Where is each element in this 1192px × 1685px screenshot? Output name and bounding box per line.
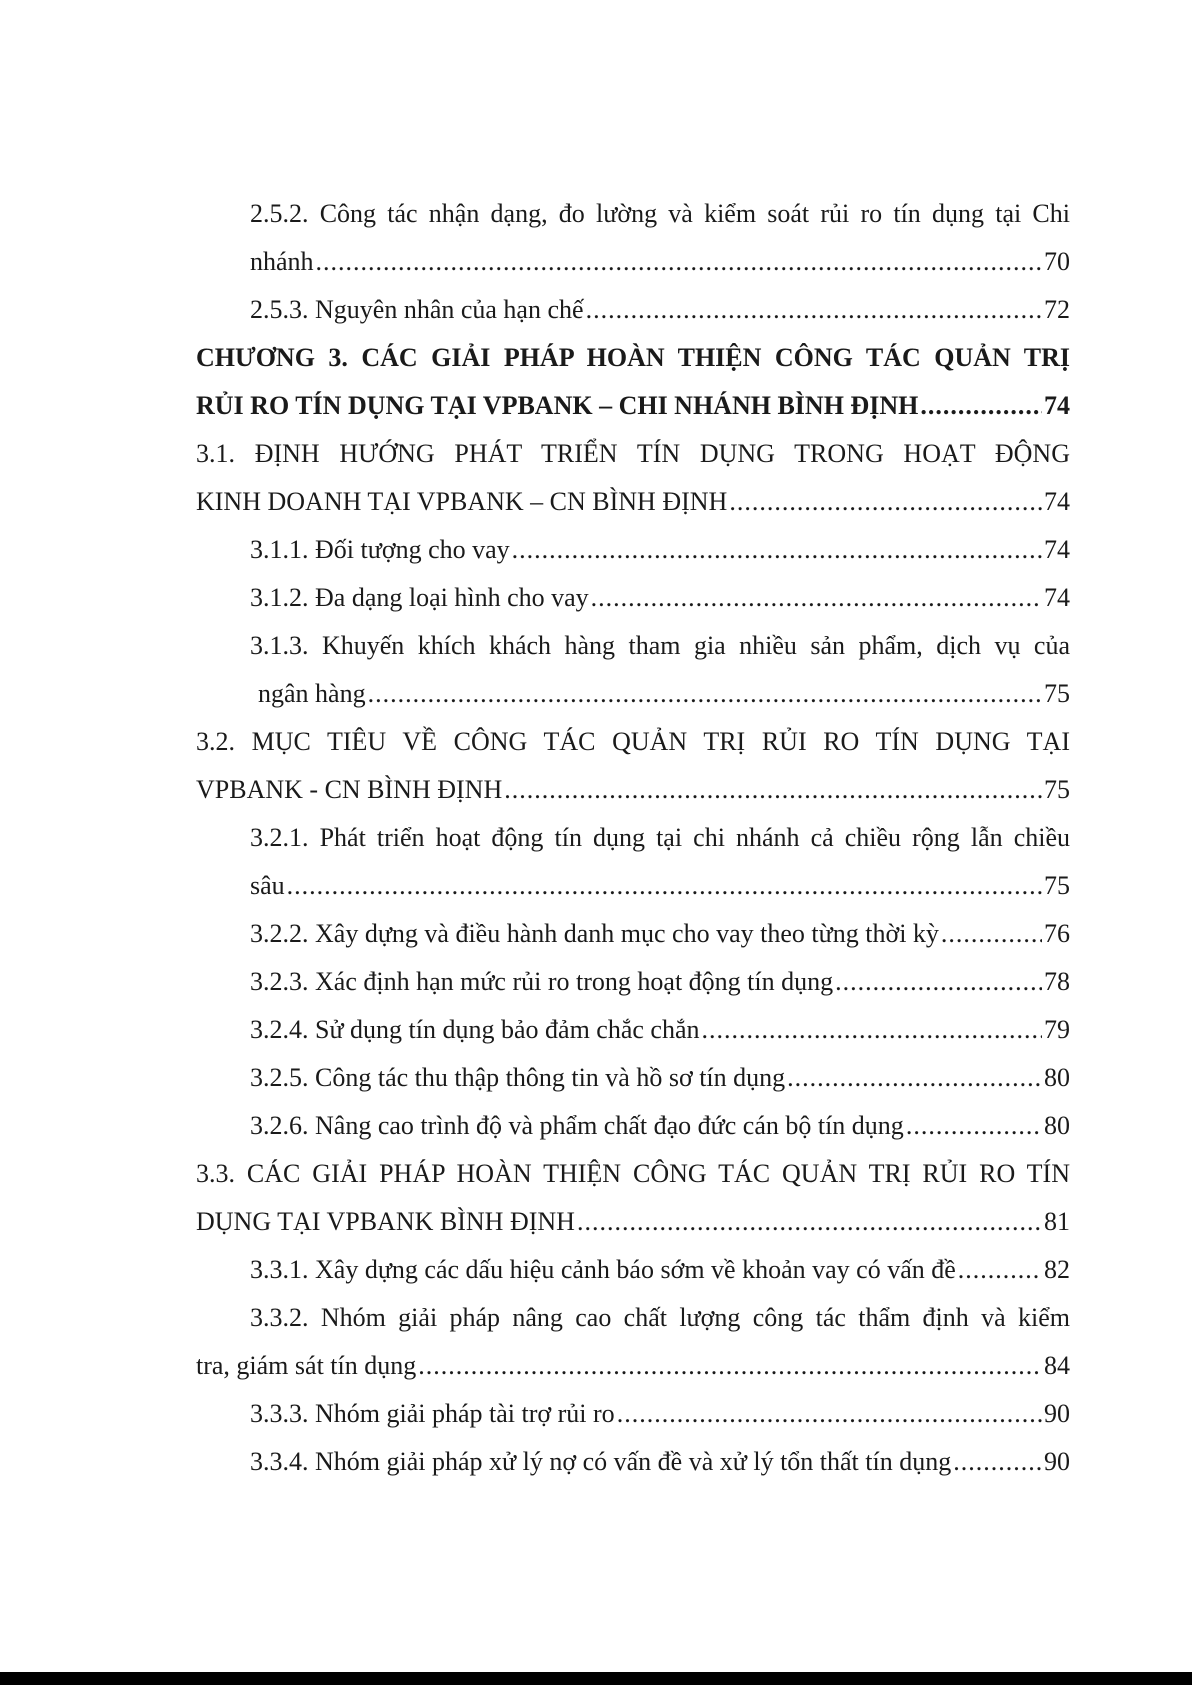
toc-entry xyxy=(196,718,1070,814)
toc-entry-title-line: 2.5.2. Công tác nhận dạng, đo lường và kiểm soát rủi ro tín dụng tại Chi xyxy=(250,199,1070,228)
toc-entry-title: RỦI RO TÍN DỤNG TẠI VPBANK – CHI NHÁNH BÌNH ĐỊNH xyxy=(196,391,919,420)
toc-leader-dots xyxy=(920,382,1042,430)
toc-entry-line xyxy=(250,862,1070,910)
toc-page-number: 80 xyxy=(1044,1111,1070,1140)
toc-entry-line xyxy=(250,910,1070,958)
toc-page-number: 90 xyxy=(1044,1447,1070,1476)
toc-entry-line xyxy=(250,958,1070,1006)
toc-page-number: 81 xyxy=(1044,1207,1070,1236)
toc-page-number: 82 xyxy=(1044,1255,1070,1284)
toc-leader-dots xyxy=(729,478,1042,526)
toc-leader-dots xyxy=(835,958,1042,1006)
toc-entry xyxy=(196,190,1070,286)
toc-entry-line xyxy=(250,1246,1070,1294)
toc-entry-line xyxy=(250,574,1070,622)
toc-leader-dots xyxy=(316,238,1042,286)
toc-entry-title-line: 3.1. ĐỊNH HƯỚNG PHÁT TRIỂN TÍN DỤNG TRONG HOẠT ĐỘNG xyxy=(196,439,1070,468)
toc-page-number: 72 xyxy=(1044,295,1070,324)
toc-page-number: 75 xyxy=(1044,775,1070,804)
toc-entry-title: DỤNG TẠI VPBANK BÌNH ĐỊNH xyxy=(196,1207,575,1236)
toc-entry xyxy=(196,574,1070,622)
toc-entry-title: 3.3.4. Nhóm giải pháp xử lý nợ có vấn đề và xử lý tổn thất tín dụng xyxy=(250,1447,952,1476)
toc-entry-line xyxy=(250,526,1070,574)
toc-entry-title: 3.2.5. Công tác thu thập thông tin và hồ sơ tín dụng xyxy=(250,1063,786,1092)
toc-entry-line xyxy=(250,1054,1070,1102)
bottom-border xyxy=(0,1672,1192,1685)
toc-page-number: 90 xyxy=(1044,1399,1070,1428)
toc-page-number: 75 xyxy=(1044,871,1070,900)
toc-page-number: 74 xyxy=(1044,535,1070,564)
toc-entry-line xyxy=(196,1342,1070,1390)
table-of-contents xyxy=(196,190,1070,1486)
toc-entry xyxy=(196,334,1070,430)
toc-page-number: 76 xyxy=(1044,919,1070,948)
toc-page-number: 78 xyxy=(1044,967,1070,996)
toc-entry-title: sâu xyxy=(250,871,285,900)
toc-entry-line xyxy=(250,1390,1070,1438)
toc-entry-title: ngân hàng xyxy=(258,679,366,708)
toc-entry xyxy=(196,286,1070,334)
toc-leader-dots xyxy=(787,1054,1042,1102)
toc-entry-line xyxy=(196,1198,1070,1246)
toc-leader-dots xyxy=(418,1342,1042,1390)
toc-page-number: 84 xyxy=(1044,1351,1070,1380)
toc-page-number: 74 xyxy=(1044,583,1070,612)
toc-entry-line xyxy=(250,1438,1070,1486)
toc-leader-dots xyxy=(953,1438,1042,1486)
toc-entry-title-line: 3.2. MỤC TIÊU VỀ CÔNG TÁC QUẢN TRỊ RỦI RO TÍN DỤNG TẠI xyxy=(196,727,1070,756)
toc-leader-dots xyxy=(941,910,1042,958)
toc-entry-title-line: 3.3. CÁC GIẢI PHÁP HOÀN THIỆN CÔNG TÁC QUẢN TRỊ RỦI RO TÍN xyxy=(196,1159,1070,1188)
toc-leader-dots xyxy=(368,670,1042,718)
toc-entry-title: KINH DOANH TẠI VPBANK – CN BÌNH ĐỊNH xyxy=(196,487,728,516)
toc-leader-dots xyxy=(617,1390,1042,1438)
toc-leader-dots xyxy=(958,1246,1042,1294)
toc-entry xyxy=(196,814,1070,910)
toc-leader-dots xyxy=(906,1102,1042,1150)
toc-entry-title: tra, giám sát tín dụng xyxy=(196,1351,417,1380)
toc-entry-title-line: 3.2.1. Phát triển hoạt động tín dụng tại chi nhánh cả chiều rộng lẫn chiều xyxy=(250,823,1070,852)
toc-entry-title: 3.1.1. Đối tượng cho vay xyxy=(250,535,510,564)
toc-entry xyxy=(196,430,1070,526)
toc-entry xyxy=(196,622,1070,718)
toc-leader-dots xyxy=(591,574,1042,622)
toc-leader-dots xyxy=(586,286,1042,334)
toc-page-number: 80 xyxy=(1044,1063,1070,1092)
toc-entry xyxy=(196,1390,1070,1438)
toc-entry xyxy=(196,910,1070,958)
toc-entry-title-line: CHƯƠNG 3. CÁC GIẢI PHÁP HOÀN THIỆN CÔNG TÁC QUẢN TRỊ xyxy=(196,343,1070,372)
toc-entry-line xyxy=(250,670,1070,718)
toc-page-number: 75 xyxy=(1044,679,1070,708)
toc-entry-line xyxy=(196,382,1070,430)
toc-entry xyxy=(196,1294,1070,1390)
toc-page-number: 70 xyxy=(1044,247,1070,276)
toc-leader-dots xyxy=(702,1006,1042,1054)
toc-entry-title: VPBANK - CN BÌNH ĐỊNH xyxy=(196,775,503,804)
toc-entry-line xyxy=(196,766,1070,814)
toc-entry xyxy=(196,1246,1070,1294)
toc-entry-title: 3.2.2. Xây dựng và điều hành danh mục cho vay theo từng thời kỳ xyxy=(250,919,939,948)
toc-leader-dots xyxy=(512,526,1042,574)
toc-entry-line xyxy=(250,286,1070,334)
toc-entry xyxy=(196,1006,1070,1054)
toc-entry-line xyxy=(250,1102,1070,1150)
toc-entry-title: 3.3.1. Xây dựng các dấu hiệu cảnh báo sớm về khoản vay có vấn đề xyxy=(250,1255,956,1284)
toc-page-number: 79 xyxy=(1044,1015,1070,1044)
toc-entry xyxy=(196,526,1070,574)
toc-entry-line xyxy=(250,238,1070,286)
toc-entry xyxy=(196,1102,1070,1150)
toc-entry-title: 3.1.2. Đa dạng loại hình cho vay xyxy=(250,583,589,612)
toc-page-number: 74 xyxy=(1044,487,1070,516)
toc-entry-title-line: 3.3.2. Nhóm giải pháp nâng cao chất lượng công tác thẩm định và kiểm xyxy=(250,1303,1070,1332)
toc-entry-title: 3.3.3. Nhóm giải pháp tài trợ rủi ro xyxy=(250,1399,615,1428)
toc-entry-line xyxy=(250,1006,1070,1054)
toc-leader-dots xyxy=(287,862,1042,910)
toc-leader-dots xyxy=(577,1198,1042,1246)
toc-entry-title-line: 3.1.3. Khuyến khích khách hàng tham gia nhiều sản phẩm, dịch vụ của xyxy=(250,631,1070,660)
toc-entry xyxy=(196,1054,1070,1102)
toc-entry-title: 2.5.3. Nguyên nhân của hạn chế xyxy=(250,295,584,324)
toc-entry-title: 3.2.6. Nâng cao trình độ và phẩm chất đạo đức cán bộ tín dụng xyxy=(250,1111,904,1140)
toc-entry-line xyxy=(196,478,1070,526)
toc-entry xyxy=(196,958,1070,1006)
toc-entry-title: nhánh xyxy=(250,247,314,276)
toc-entry-title: 3.2.3. Xác định hạn mức rủi ro trong hoạt động tín dụng xyxy=(250,967,834,996)
toc-page-number: 74 xyxy=(1044,391,1070,420)
toc-entry-title: 3.2.4. Sử dụng tín dụng bảo đảm chắc chắn xyxy=(250,1015,700,1044)
toc-leader-dots xyxy=(504,766,1042,814)
toc-entry xyxy=(196,1150,1070,1246)
toc-entry xyxy=(196,1438,1070,1486)
